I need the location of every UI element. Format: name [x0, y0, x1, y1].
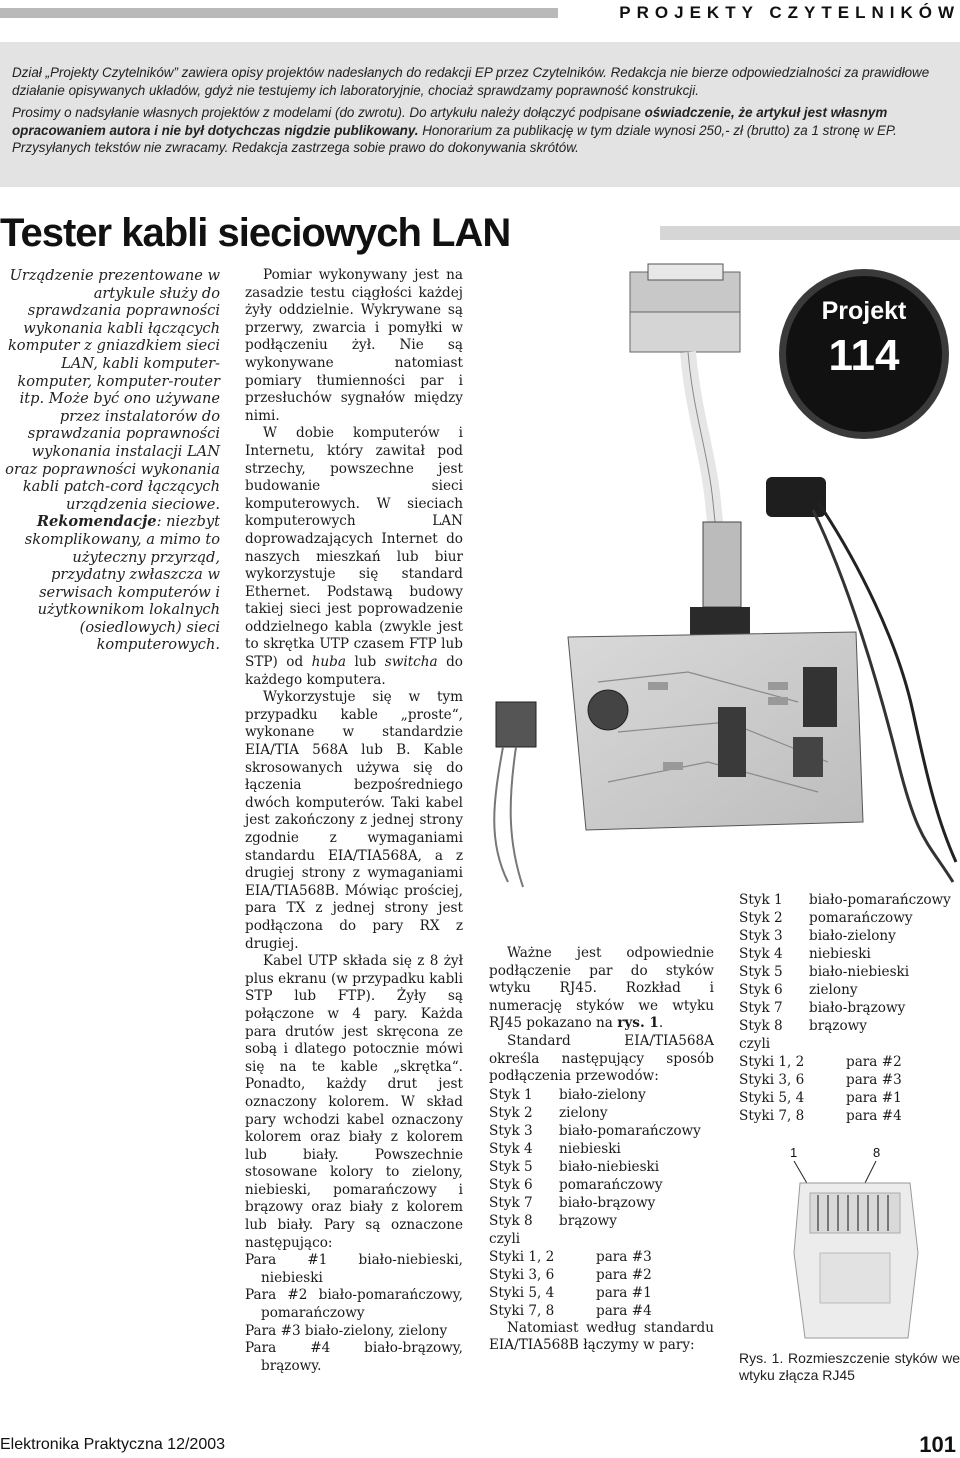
paragraph: Standard EIA/TIA568A określa następujący sposób podłączenia przewodów:: [489, 1032, 714, 1085]
article-title: Tester kabli sieciowych LAN: [0, 211, 511, 255]
notice-paragraph-1: Dział „Projekty Czytelników” zawiera opisy projektów nadesłanych do redakcji EP przez Czytelników. Redakcja nie bierze odpowiedzialności za prawidłowe działanie opisywanych układów, gdyż nie testujemy ich laboratoryjnie, chociaż sprawdzamy poprawność konstrukcji.: [12, 65, 930, 98]
list-item: Styk 7 biało-brązowy: [489, 1194, 656, 1211]
rj45-plug-figure: [780, 1143, 930, 1343]
list-item: Styk 3 biało-zielony: [739, 928, 896, 944]
list-item: Styk 2 pomarańczowy: [739, 910, 913, 926]
list-item: Styk 1 biało-zielony: [489, 1086, 646, 1103]
paragraph: Natomiast według standardu EIA/TIA568B łączymy w pary:: [489, 1319, 714, 1354]
list-item: Styki 7, 8 para #4: [739, 1108, 902, 1124]
paragraph: Wykorzystuje się w tym przypadku kable „proste“, wykonane w standardzie EIA/TIA 568A lub B. Kable skrosowanych używa się do łączenia bezpośredniego dwóch komputerów. Taki kabel jest zakończony z jednej strony zgodnie z wymaganiami standardu EIA/TIA568A, a z drugiej strony z wymaganiami EIA/TIA568B. Mówiąc prościej, para TX z jednej strony jest podłączona do pary RX z drugiej.: [245, 689, 463, 952]
list-item: Styki 7, 8 para #4: [489, 1302, 652, 1319]
pin-list-568a: [489, 1086, 714, 1320]
list-item: Styki 3, 6 para #3: [739, 1072, 902, 1088]
section-title: PROJEKTY CZYTELNIKÓW: [619, 3, 960, 22]
list-item: Styk 5 biało-niebieski: [489, 1158, 660, 1175]
pin-label-first: 1: [790, 1145, 798, 1160]
list-item: Styki 5, 4 para #1: [489, 1284, 652, 1301]
title-rule: [660, 226, 960, 240]
editorial-notice: [0, 42, 960, 187]
list-item: czyli: [739, 1036, 771, 1052]
pin-list-568b: [739, 891, 959, 1125]
article-lead: Urządzenie prezentowane w artykule służy do sprawdzania poprawności wykonania kabli łączących komputer z gniazdkiem sieci LAN, kabli komputer-komputer, komputer-router itp. Może być ono używane przez instalatorów do sprawdzania poprawności wykonania instalacji LAN oraz poprawności wykonania kabli patch-cord łączących urządzenia sieciowe. Rekomendacje: niezbyt skomplikowany, a mimo to użyteczny przyrząd, przydatny zwłaszcza w serwisach komputerów i użytkownikom lokalnych (osiedlowych) sieci komputerowych.: [5, 267, 220, 654]
paragraph: Kabel UTP składa się z 8 żył plus ekranu (w przypadku kabli STP lub FTP). Żyły są połączone w 4 pary. Każda para drutów jest skręcona ze sobą i dlatego potocznie mówi się na te kable „skrętka“. Ponadto, każdy drut jest oznaczony kolorem. W skład pary wchodzi kabel oznaczony kolorem oraz biały z kolorem lub biały. Powszechnie stosowane kolory to zielony, niebieski, pomarańczowy i brązowy oraz biały z kolorem lub biały. Pary są oznaczone następująco:: [245, 953, 463, 1251]
paragraph: Pomiar wykonywany jest na zasadzie testu ciągłości każdej żyły oddzielnie. Wykrywane są przerwy, zwarcia i pomyłki w podłączeniu żył. Nie są wykonywane natomiast pomiary tłumienności par i przesłuchów sygnałów między nimi.: [245, 267, 463, 424]
project-badge-number: 114: [828, 331, 900, 380]
list-item: Styk 4 niebieski: [739, 946, 871, 962]
body-column-2: [489, 945, 714, 1355]
magazine-name: Elektronika Praktyczna 12/2003: [0, 1436, 226, 1453]
list-item: Styk 2 zielony: [489, 1104, 608, 1121]
list-item: Styk 7 biało-brązowy: [739, 1000, 906, 1016]
project-badge-label: Projekt: [821, 297, 907, 325]
paragraph: Ważne jest odpowiednie podłączenie par do styków wtyku RJ45. Rozkład i numerację styków we wtyku RJ45 pokazano na rys. 1.: [489, 945, 714, 1032]
pair-line: Para #2 biało-pomarańczowy, pomarańczowy: [245, 1287, 463, 1322]
pin-label-last: 8: [873, 1145, 881, 1160]
figure-caption: Rys. 1. Rozmieszczenie styków we wtyku złącza RJ45: [739, 1350, 960, 1383]
list-item: Styki 5, 4 para #1: [739, 1090, 902, 1106]
list-item: czyli: [489, 1230, 521, 1247]
list-item: Styk 8 brązowy: [739, 1018, 867, 1034]
notice-paragraph-2: Prosimy o nadsyłanie własnych projektów z modelami (do zwrotu). Do artykułu należy dołączyć podpisane oświadczenie, że artykuł jest własnym opracowaniem autora i nie był dotychczas nigdzie publikowany. Honorarium za publikację w tym dziale wynosi 250,- zł (brutto) za 1 stronę w EP. Przysyłanych tekstów nie zwracamy. Redakcja zastrzega sobie prawo do dokonywania skrótów.: [12, 105, 897, 155]
page-number: 101: [919, 1432, 956, 1457]
list-item: Styk 5 biało-niebieski: [739, 964, 910, 980]
list-item: Styki 1, 2 para #2: [739, 1054, 902, 1070]
list-item: Styk 3 biało-pomarańczowy: [489, 1122, 701, 1139]
pair-line: Para #3 biało-zielony, zielony: [245, 1322, 448, 1339]
project-badge: [779, 269, 949, 439]
paragraph: W dobie komputerów i Internetu, który zawitał pod strzechy, powszechne jest budowanie sieci komputerowych. W sieciach komputerowych LAN doprowadzających Internet do naszych mieszkań lub biur wykorzystuje się standard Ethernet. Podstawą budowy takiej sieci jest poprowadzenie oddzielnego kabla (zwykle jest to skrętka UTP czasem FTP lub STP) od huba lub switcha do każdego komputera.: [245, 425, 463, 688]
pair-line: Para #1 biało-niebieski, niebieski: [245, 1252, 463, 1286]
body-column-1: [245, 267, 463, 1375]
recommendation-label: Rekomendacje: [36, 513, 157, 531]
list-item: Styk 6 zielony: [739, 982, 858, 998]
list-item: Styki 1, 2 para #3: [489, 1248, 652, 1265]
header-rule: [0, 8, 558, 18]
list-item: Styk 4 niebieski: [489, 1140, 621, 1157]
pair-line: Para #4 biało-brązowy, brązowy.: [245, 1340, 463, 1374]
list-item: Styk 6 pomarańczowy: [489, 1176, 663, 1193]
list-item: Styk 8 brązowy: [489, 1212, 617, 1229]
list-item: Styk 1 biało-pomarańczowy: [739, 892, 951, 908]
list-item: Styki 3, 6 para #2: [489, 1266, 652, 1283]
